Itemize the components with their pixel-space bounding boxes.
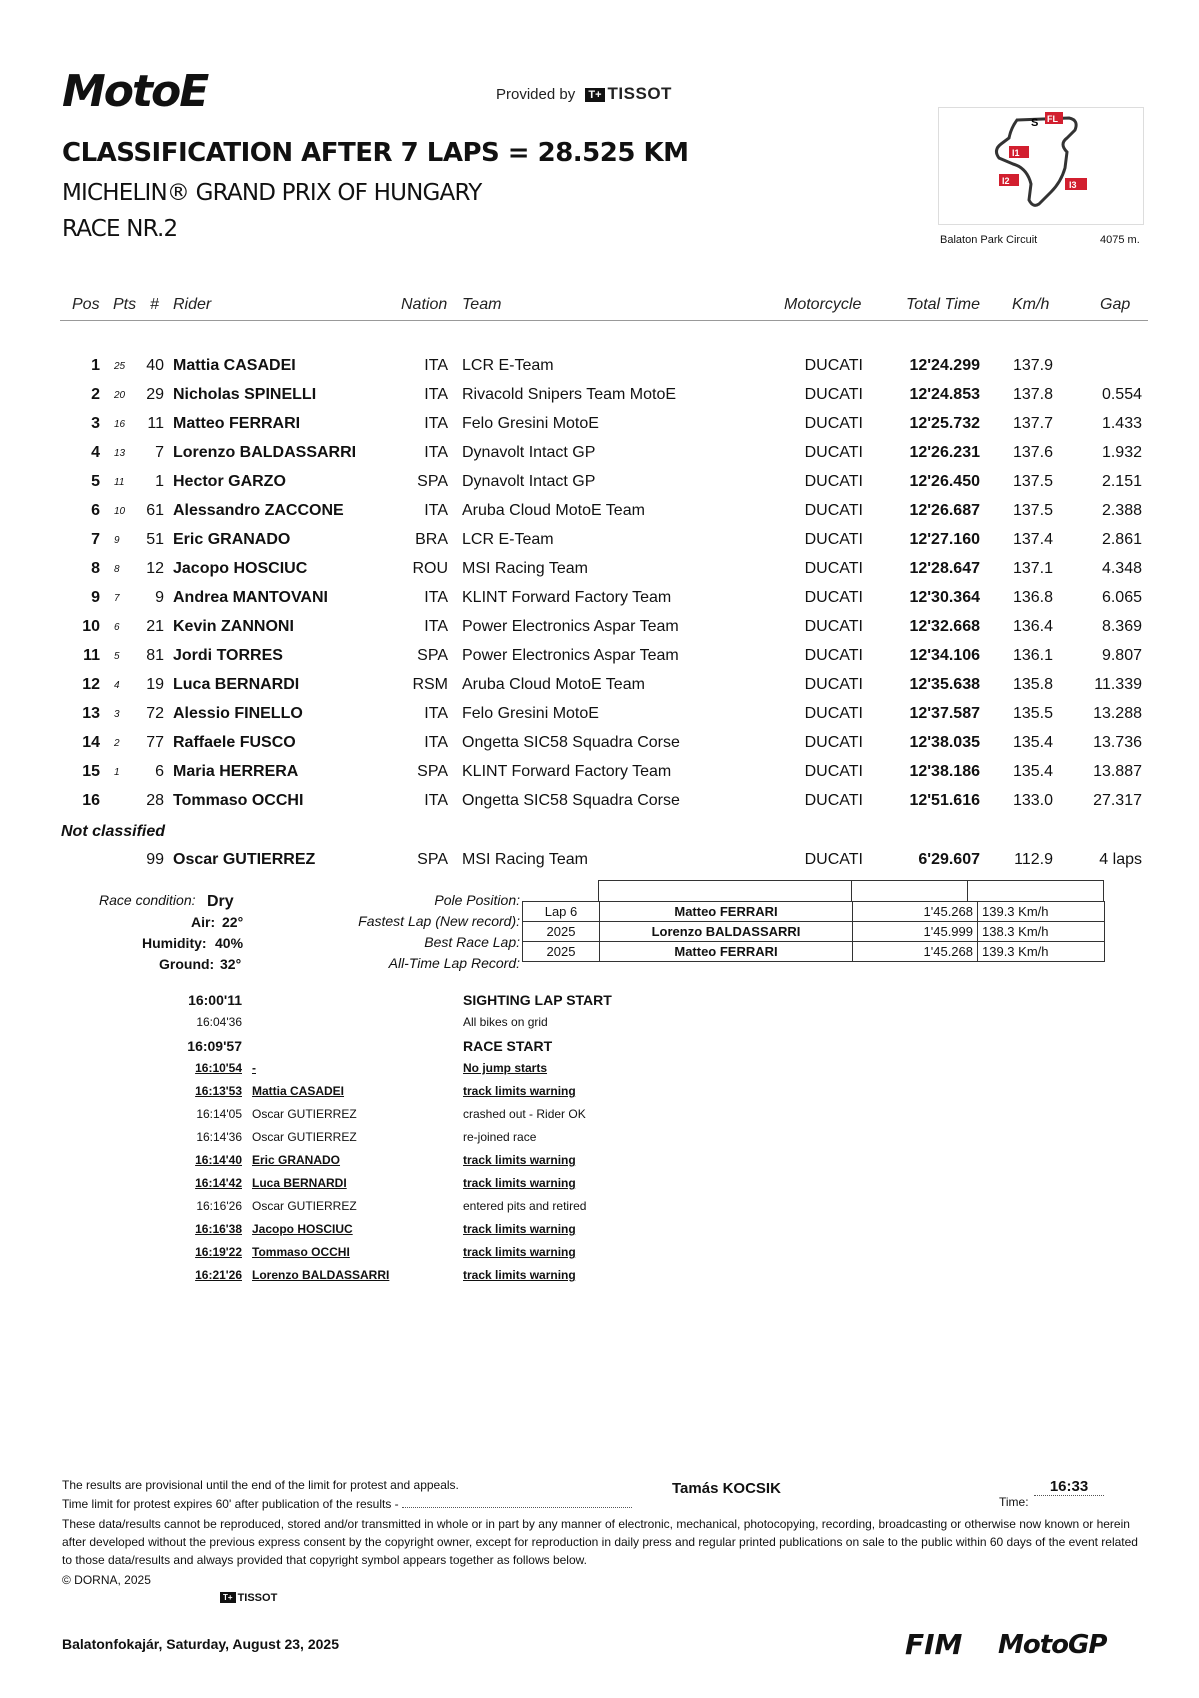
log-event: track limits warning	[463, 1153, 576, 1167]
cell-moto: DUCATI	[804, 531, 863, 548]
cell-num: 12	[146, 560, 164, 577]
cell-nation: RSM	[412, 676, 448, 693]
cell-team: Ongetta SIC58 Squadra Corse	[462, 792, 680, 809]
cell-nation: ITA	[424, 415, 448, 432]
fastest-lap-row	[523, 902, 1105, 922]
fastest-lap-label: Fastest Lap (New record):	[358, 913, 520, 929]
cell-gap: 4 laps	[1099, 851, 1142, 868]
alltime-lap-time: 1'45.268	[853, 942, 978, 962]
cell-moto: DUCATI	[804, 618, 863, 635]
log-rider: Oscar GUTIERREZ	[252, 1130, 357, 1144]
cell-team: Felo Gresini MotoE	[462, 705, 599, 722]
footer-tissot-badge-icon: T+	[220, 1592, 236, 1603]
cell-kmh: 112.9	[1014, 851, 1053, 868]
fastest-lap-time: 1'45.268	[853, 902, 978, 922]
cell-gap: 2.151	[1101, 473, 1142, 490]
cell-pos: 13	[82, 705, 100, 722]
cell-num: 77	[146, 734, 164, 751]
log-event: track limits warning	[463, 1176, 576, 1190]
cell-pos: 15	[82, 763, 100, 780]
cell-rider: Maria HERRERA	[173, 763, 299, 780]
cell-nation: SPA	[417, 851, 448, 868]
log-time: 16:14'40	[195, 1153, 242, 1167]
table-row	[0, 734, 1199, 763]
cell-time: 12'38.186	[909, 763, 980, 780]
cell-pts: 9	[114, 535, 120, 546]
cell-kmh: 136.4	[1012, 618, 1053, 635]
header-pts: Pts	[113, 296, 137, 313]
best-lap-speed: 138.3 Km/h	[978, 922, 1105, 942]
fastest-lap-lap: Lap 6	[523, 902, 600, 922]
cell-gap: 27.317	[1093, 792, 1142, 809]
cell-rider: Jacopo HOSCIUC	[173, 560, 308, 577]
cell-time: 6'29.607	[918, 851, 980, 868]
cell-pts: 3	[114, 709, 120, 720]
cell-time: 12'37.587	[909, 705, 980, 722]
cell-num: 11	[147, 415, 164, 432]
cell-kmh: 137.6	[1012, 444, 1053, 461]
cell-num: 7	[155, 444, 164, 461]
cell-rider: Nicholas SPINELLI	[173, 386, 317, 403]
cell-gap: 9.807	[1101, 647, 1142, 664]
cell-gap: 1.932	[1101, 444, 1142, 461]
cell-pts: 8	[114, 564, 120, 575]
cell-nation: ITA	[424, 792, 448, 809]
cell-nation: SPA	[417, 647, 448, 664]
cell-pts: 10	[114, 506, 126, 517]
log-time: 16:10'54	[195, 1061, 242, 1075]
best-lap-year: 2025	[523, 922, 600, 942]
pole-position-row	[598, 880, 1104, 902]
cell-moto: DUCATI	[804, 676, 863, 693]
cell-num: 9	[155, 589, 164, 606]
cell-pos: 1	[91, 357, 100, 374]
header-nation: Nation	[401, 296, 448, 313]
cell-pos: 3	[91, 415, 100, 432]
cell-moto: DUCATI	[804, 647, 863, 664]
cell-gap: 4.348	[1101, 560, 1142, 577]
log-rider: Oscar GUTIERREZ	[252, 1199, 357, 1213]
table-row	[0, 444, 1199, 473]
fim-logo: FIM	[905, 1628, 963, 1661]
ground-label: Ground:	[159, 956, 215, 972]
cell-pos: 12	[82, 676, 100, 693]
protest-note	[62, 1495, 632, 1513]
table-row	[0, 676, 1199, 705]
cell-kmh: 133.0	[1012, 792, 1053, 809]
cell-gap: 8.369	[1101, 618, 1142, 635]
best-lap-time: 1'45.999	[853, 922, 978, 942]
best-lap-row	[523, 922, 1105, 942]
cell-pos: 10	[82, 618, 100, 635]
log-time: 16:19'22	[195, 1245, 242, 1259]
alltime-lap-row	[523, 942, 1105, 962]
cell-team: Dynavolt Intact GP	[462, 444, 596, 461]
cell-pts: 20	[114, 390, 126, 401]
marker-s: S	[1031, 117, 1039, 129]
cell-rider: Andrea MANTOVANI	[173, 589, 328, 606]
alltime-lap-year: 2025	[523, 942, 600, 962]
log-time: 16:04'36	[196, 1015, 242, 1029]
table-row	[0, 502, 1199, 531]
cell-time: 12'26.231	[909, 444, 980, 461]
log-time: 16:13'53	[195, 1084, 242, 1098]
log-event: track limits warning	[463, 1222, 576, 1236]
cell-team: Ongetta SIC58 Squadra Corse	[462, 734, 680, 751]
cell-num: 6	[155, 763, 164, 780]
cell-team: LCR E-Team	[462, 357, 554, 374]
signature-line	[402, 1507, 632, 1508]
cell-pos: 14	[82, 734, 100, 751]
cell-kmh: 135.8	[1012, 676, 1053, 693]
cell-team: MSI Racing Team	[462, 560, 588, 577]
cell-gap: 6.065	[1101, 589, 1142, 606]
header-kmh: Km/h	[1012, 296, 1050, 313]
cell-time: 12'34.106	[909, 647, 980, 664]
cell-rider: Tommaso OCCHI	[173, 792, 304, 809]
log-event: All bikes on grid	[463, 1015, 548, 1029]
log-event: crashed out - Rider OK	[463, 1107, 586, 1121]
cell-moto: DUCATI	[804, 792, 863, 809]
log-rider: Eric GRANADO	[252, 1153, 341, 1167]
cell-moto: DUCATI	[804, 473, 863, 490]
pole-label: Pole Position:	[434, 892, 520, 908]
cell-time: 12'24.299	[909, 357, 980, 374]
cell-team: Power Electronics Aspar Team	[462, 618, 679, 635]
table-row	[0, 851, 1199, 880]
cell-kmh: 136.1	[1012, 647, 1053, 664]
log-rider: Luca BERNARDI	[252, 1176, 347, 1190]
table-row	[0, 589, 1199, 618]
best-lap-label: Best Race Lap:	[424, 934, 520, 950]
cell-team: Dynavolt Intact GP	[462, 473, 596, 490]
cell-num: 21	[146, 618, 164, 635]
provisional-note: The results are provisional until the end of the limit for protest and appeals.	[62, 1478, 459, 1492]
cell-kmh: 137.5	[1012, 502, 1053, 519]
log-rider: Lorenzo BALDASSARRI	[252, 1268, 390, 1282]
cell-team: Power Electronics Aspar Team	[462, 647, 679, 664]
cell-moto: DUCATI	[804, 560, 863, 577]
log-time: 16:14'05	[196, 1107, 242, 1121]
cell-pos: 5	[91, 473, 100, 490]
cell-team: KLINT Forward Factory Team	[462, 589, 672, 606]
air-value: 22°	[222, 914, 244, 930]
cell-num: 28	[146, 792, 164, 809]
cell-rider: Mattia CASADEI	[173, 357, 296, 374]
table-row	[0, 531, 1199, 560]
cell-pts: 16	[114, 419, 126, 430]
marker-fl: FL	[1047, 114, 1058, 124]
cell-rider: Eric GRANADO	[173, 531, 291, 548]
cell-rider: Hector GARZO	[173, 473, 286, 490]
footer-tissot-logo	[220, 1592, 277, 1604]
cell-rider: Alessandro ZACCONE	[173, 502, 344, 519]
cell-moto: DUCATI	[804, 386, 863, 403]
log-time: 16:00'11	[188, 992, 242, 1008]
header-pos: Pos	[72, 296, 100, 313]
cell-pos: 9	[91, 589, 100, 606]
cell-gap: 13.288	[1093, 705, 1142, 722]
cell-team: Felo Gresini MotoE	[462, 415, 599, 432]
log-event: entered pits and retired	[463, 1199, 587, 1213]
official-name: Tamás KOCSIK	[672, 1480, 781, 1497]
cell-pts: 1	[114, 767, 120, 778]
cell-pts: 13	[114, 448, 126, 459]
log-time: 16:14'36	[196, 1130, 242, 1144]
cell-kmh: 137.4	[1012, 531, 1053, 548]
cell-gap: 1.433	[1101, 415, 1142, 432]
circuit-name: Balaton Park Circuit	[940, 234, 1038, 246]
provided-by-label: Provided by	[496, 86, 576, 103]
cell-kmh: 135.5	[1012, 705, 1053, 722]
alltime-lap-label: All-Time Lap Record:	[388, 955, 520, 971]
header-motorcycle: Motorcycle	[784, 296, 862, 313]
cell-kmh: 137.8	[1012, 386, 1053, 403]
cell-pos: 7	[91, 531, 100, 548]
cell-pts: 2	[114, 738, 120, 749]
cell-pts: 11	[114, 477, 125, 488]
cell-kmh: 137.9	[1012, 357, 1053, 374]
cell-moto: DUCATI	[804, 705, 863, 722]
cell-num: 51	[146, 531, 164, 548]
cell-rider: Matteo FERRARI	[173, 415, 301, 432]
cell-moto: DUCATI	[804, 502, 863, 519]
header-total-time: Total Time	[906, 296, 980, 313]
cell-kmh: 137.7	[1012, 415, 1053, 432]
log-event: re-joined race	[463, 1130, 537, 1144]
log-rider: Tommaso OCCHI	[252, 1245, 350, 1259]
publication-time: 16:33	[1034, 1478, 1104, 1496]
cell-pos: 11	[83, 647, 100, 664]
table-row	[0, 357, 1199, 386]
cell-kmh: 137.5	[1012, 473, 1053, 490]
cell-time: 12'28.647	[909, 560, 980, 577]
header-team: Team	[462, 296, 502, 313]
time-label: Time:	[999, 1495, 1029, 1509]
log-rider: -	[252, 1061, 256, 1075]
cell-num: 72	[146, 705, 164, 722]
log-event: track limits warning	[463, 1245, 576, 1259]
cell-time: 12'32.668	[909, 618, 980, 635]
cell-nation: ITA	[424, 589, 448, 606]
cell-num: 1	[155, 473, 164, 490]
motoe-logo: MotoE	[62, 66, 208, 117]
cell-rider: Alessio FINELLO	[173, 705, 303, 722]
cell-time: 12'27.160	[909, 531, 980, 548]
log-time: 16:09'57	[187, 1038, 242, 1054]
cell-team: KLINT Forward Factory Team	[462, 763, 672, 780]
cell-rider: Luca BERNARDI	[173, 676, 300, 693]
tissot-badge-icon: T+	[585, 88, 604, 102]
alltime-lap-speed: 139.3 Km/h	[978, 942, 1105, 962]
table-row	[0, 647, 1199, 676]
motogp-logo: MotoGP	[998, 1630, 1107, 1660]
cell-pos: 8	[91, 560, 100, 577]
race-condition-value: Dry	[207, 893, 234, 910]
provided-by	[496, 84, 672, 104]
cell-time: 12'30.364	[909, 589, 980, 606]
records-table	[522, 901, 1105, 962]
fastest-lap-rider: Matteo FERRARI	[600, 902, 853, 922]
alltime-lap-rider: Matteo FERRARI	[600, 942, 853, 962]
log-rider: Oscar GUTIERREZ	[252, 1107, 357, 1121]
cell-nation: ITA	[424, 734, 448, 751]
cell-pos: 6	[91, 502, 100, 519]
cell-pts: 7	[114, 593, 120, 604]
dorna-copyright: © DORNA, 2025	[62, 1573, 151, 1587]
cell-time: 12'35.638	[909, 676, 980, 693]
table-row	[0, 618, 1199, 647]
cell-pos: 16	[82, 792, 100, 809]
cell-nation: ROU	[412, 560, 448, 577]
cell-time: 12'51.616	[909, 792, 980, 809]
protest-text: Time limit for protest expires 60' after publication of the results -	[62, 1497, 399, 1511]
cell-nation: ITA	[424, 502, 448, 519]
fastest-lap-speed: 139.3 Km/h	[978, 902, 1105, 922]
cell-moto: DUCATI	[804, 357, 863, 374]
cell-team: LCR E-Team	[462, 531, 554, 548]
table-row	[0, 386, 1199, 415]
cell-pts: 25	[114, 361, 126, 372]
log-time: 16:21'26	[195, 1268, 242, 1282]
cell-rider: Jordi TORRES	[173, 647, 283, 664]
cell-moto: DUCATI	[804, 589, 863, 606]
cell-moto: DUCATI	[804, 851, 863, 868]
circuit-map	[938, 107, 1144, 225]
circuit-length: 4075 m.	[1100, 234, 1140, 246]
cell-kmh: 135.4	[1012, 734, 1053, 751]
header-num: #	[150, 296, 159, 313]
cell-gap: 2.861	[1101, 531, 1142, 548]
log-time: 16:16'26	[196, 1199, 242, 1213]
cell-num: 99	[146, 851, 164, 868]
humidity-value: 40%	[215, 935, 244, 951]
page-title: CLASSIFICATION AFTER 7 LAPS = 28.525 KM	[62, 138, 689, 168]
cell-moto: DUCATI	[804, 763, 863, 780]
cell-kmh: 137.1	[1012, 560, 1053, 577]
marker-i3: I3	[1069, 180, 1077, 190]
cell-pts: 5	[114, 651, 120, 662]
cell-kmh: 135.4	[1012, 763, 1053, 780]
cell-team: MSI Racing Team	[462, 851, 588, 868]
cell-nation: BRA	[415, 531, 448, 548]
humidity-label: Humidity:	[142, 935, 207, 951]
table-row	[0, 763, 1199, 792]
cell-num: 29	[146, 386, 164, 403]
cell-moto: DUCATI	[804, 734, 863, 751]
cell-rider: Kevin ZANNONI	[173, 618, 294, 635]
cell-num: 81	[146, 647, 164, 664]
cell-nation: SPA	[417, 473, 448, 490]
table-row	[0, 560, 1199, 589]
log-rider: Jacopo HOSCIUC	[252, 1222, 353, 1236]
cell-time: 12'38.035	[909, 734, 980, 751]
cell-nation: ITA	[424, 705, 448, 722]
tissot-logo: TISSOT	[607, 84, 672, 103]
log-event: track limits warning	[463, 1084, 576, 1098]
cell-num: 40	[146, 357, 164, 374]
cell-nation: ITA	[424, 386, 448, 403]
cell-time: 12'25.732	[909, 415, 980, 432]
cell-num: 61	[146, 502, 164, 519]
race-number: RACE NR.2	[62, 216, 178, 242]
cell-pts: 4	[114, 680, 120, 691]
cell-team: Rivacold Snipers Team MotoE	[462, 386, 677, 403]
cell-pts: 6	[114, 622, 120, 633]
log-time: 16:16'38	[195, 1222, 242, 1236]
cell-gap: 11.339	[1094, 676, 1142, 693]
header-divider	[60, 320, 1148, 321]
cell-pos: 4	[91, 444, 100, 461]
cell-team: Aruba Cloud MotoE Team	[462, 502, 645, 519]
table-row	[0, 792, 1199, 821]
cell-nation: ITA	[424, 618, 448, 635]
cell-moto: DUCATI	[804, 415, 863, 432]
cell-time: 12'24.853	[909, 386, 980, 403]
ground-value: 32°	[220, 956, 242, 972]
circuit-outline-icon	[939, 108, 1143, 224]
cell-time: 12'26.687	[909, 502, 980, 519]
log-rider: Mattia CASADEI	[252, 1084, 345, 1098]
footer-tissot-word: TISSOT	[237, 1592, 278, 1604]
cell-gap: 0.554	[1101, 386, 1142, 403]
cell-nation: ITA	[424, 444, 448, 461]
log-event: RACE START	[463, 1038, 553, 1054]
cell-gap: 13.887	[1093, 763, 1142, 780]
cell-rider: Lorenzo BALDASSARRI	[173, 444, 357, 461]
cell-gap: 2.388	[1101, 502, 1142, 519]
log-event: No jump starts	[463, 1061, 548, 1075]
copyright-text: These data/results cannot be reproduced, stored and/or transmitted in whole or in part by any manner of electronic, mechanical, photocopying, recording, broadcasting or otherwise now known or herein after developed without the previous express consent by the copyright owner, except for reproduction in daily press and regular printed publications on sale to the public within 60 days of the event related to those data/results and always provided that copyright symbol appears together as follows below.	[62, 1517, 1138, 1567]
cell-num: 19	[146, 676, 164, 693]
cell-rider: Oscar GUTIERREZ	[173, 851, 316, 868]
marker-i1: I1	[1012, 148, 1020, 158]
table-row	[0, 705, 1199, 734]
cell-nation: SPA	[417, 763, 448, 780]
cell-time: 12'26.450	[909, 473, 980, 490]
table-row	[0, 473, 1199, 502]
log-event: SIGHTING LAP START	[463, 992, 612, 1008]
cell-team: Aruba Cloud MotoE Team	[462, 676, 645, 693]
marker-i2: I2	[1002, 176, 1010, 186]
race-condition-label: Race condition:	[99, 892, 196, 908]
cell-nation: ITA	[424, 357, 448, 374]
event-name: MICHELIN® GRAND PRIX OF HUNGARY	[62, 180, 482, 206]
air-label: Air:	[191, 914, 216, 930]
cell-gap: 13.736	[1093, 734, 1142, 751]
not-classified-label: Not classified	[61, 823, 166, 840]
place-date: Balatonfokajár, Saturday, August 23, 2025	[62, 1636, 339, 1652]
cell-pos: 2	[91, 386, 100, 403]
cell-kmh: 136.8	[1012, 589, 1053, 606]
log-time: 16:14'42	[195, 1176, 242, 1190]
table-row	[0, 415, 1199, 444]
cell-moto: DUCATI	[804, 444, 863, 461]
cell-rider: Raffaele FUSCO	[173, 734, 296, 751]
log-event: track limits warning	[463, 1268, 576, 1282]
header-rider: Rider	[173, 296, 212, 313]
header-gap: Gap	[1100, 296, 1131, 313]
best-lap-rider: Lorenzo BALDASSARRI	[600, 922, 853, 942]
